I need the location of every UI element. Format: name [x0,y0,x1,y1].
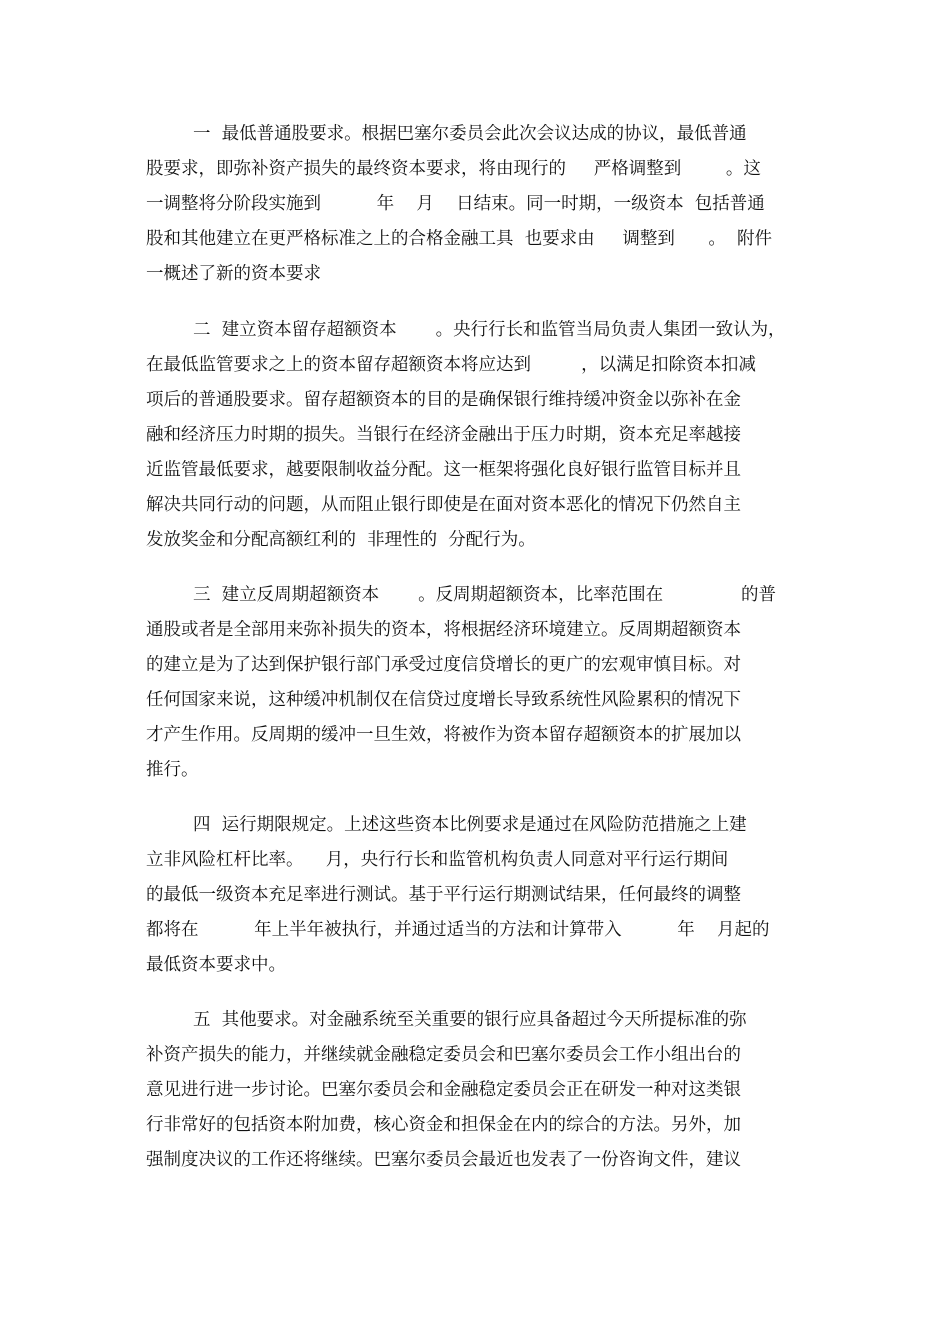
paragraph-5-line-2: 补资产损失的能力，并继续就金融稳定委员会和巴塞尔委员会工作小组出台的 [146,1045,741,1065]
paragraph-2-line-3: 项后的普通股要求。留存超额资本的目的是确保银行维持缓冲资金以弥补在金 [146,390,741,410]
paragraph-1-line-3: 一调整将分阶段实施到 年 月 日结束。同一时期，一级资本 包括普通 [146,194,765,214]
paragraph-1-line-4: 股和其他建立在更严格标准之上的合格金融工具 也要求由 调整到 。 附件 [146,229,772,249]
paragraph-1-line-2: 股要求，即弥补资产损失的最终资本要求，将由现行的 严格调整到 。这 [146,159,761,179]
paragraph-4-line-5: 最低资本要求中。 [146,955,286,975]
paragraph-2-line-1: 二 建立资本留存超额资本 。央行行长和监管当局负责人集团一致认为， [193,320,786,340]
paragraph-3-line-1: 三 建立反周期超额资本 。反周期超额资本，比率范围在 的普 [193,585,776,605]
paragraph-2-line-7: 发放奖金和分配高额红利的 非理性的 分配行为。 [146,530,536,550]
paragraph-1-line-1: 一 最低普通股要求。根据巴塞尔委员会此次会议达成的协议，最低普通 [193,124,747,144]
paragraph-4-line-1: 四 运行期限规定。上述这些资本比例要求是通过在风险防范措施之上建 [193,815,747,835]
paragraph-4-line-3: 的最低一级资本充足率进行测试。基于平行运行期测试结果，任何最终的调整 [146,885,741,905]
paragraph-3-line-2: 通股或者是全部用来弥补损失的资本，将根据经济环境建立。反周期超额资本 [146,620,741,640]
paragraph-4-line-4: 都将在 年上半年被执行，并通过适当的方法和计算带入 年 月起的 [146,920,770,940]
paragraph-5-line-5: 强制度决议的工作还将继续。巴塞尔委员会最近也发表了一份咨询文件，建议 [146,1150,741,1170]
paragraph-4-line-2: 立非风险杠杆比率。 月，央行行长和监管机构负责人同意对平行运行期间 [146,850,729,870]
paragraph-2-line-2: 在最低监管要求之上的资本留存超额资本将应达到 ，以满足扣除资本扣减 [146,355,757,375]
paragraph-5-line-3: 意见进行进一步讨论。巴塞尔委员会和金融稳定委员会正在研发一种对这类银 [146,1080,741,1100]
paragraph-3-line-3: 的建立是为了达到保护银行部门承受过度信贷增长的更广的宏观审慎目标。对 [146,655,741,675]
paragraph-2-line-5: 近监管最低要求，越要限制收益分配。这一框架将强化良好银行监管目标并且 [146,460,741,480]
paragraph-5-line-1: 五 其他要求。对金融系统至关重要的银行应具备超过今天所提标准的弥 [193,1010,747,1030]
paragraph-5-line-4: 行非常好的包括资本附加费，核心资金和担保金在内的综合的方法。另外，加 [146,1115,741,1135]
paragraph-3-line-4: 任何国家来说，这种缓冲机制仅在信贷过度增长导致系统性风险累积的情况下 [146,690,741,710]
paragraph-2-line-6: 解决共同行动的问题，从而阻止银行即使是在面对资本恶化的情况下仍然自主 [146,495,741,515]
paragraph-2-line-4: 融和经济压力时期的损失。当银行在经济金融出于压力时期，资本充足率越接 [146,425,741,445]
paragraph-3-line-5: 才产生作用。反周期的缓冲一旦生效，将被作为资本留存超额资本的扩展加以 [146,725,741,745]
paragraph-1-line-5: 一概述了新的资本要求 [146,264,321,284]
paragraph-3-line-6: 推行。 [146,760,199,780]
